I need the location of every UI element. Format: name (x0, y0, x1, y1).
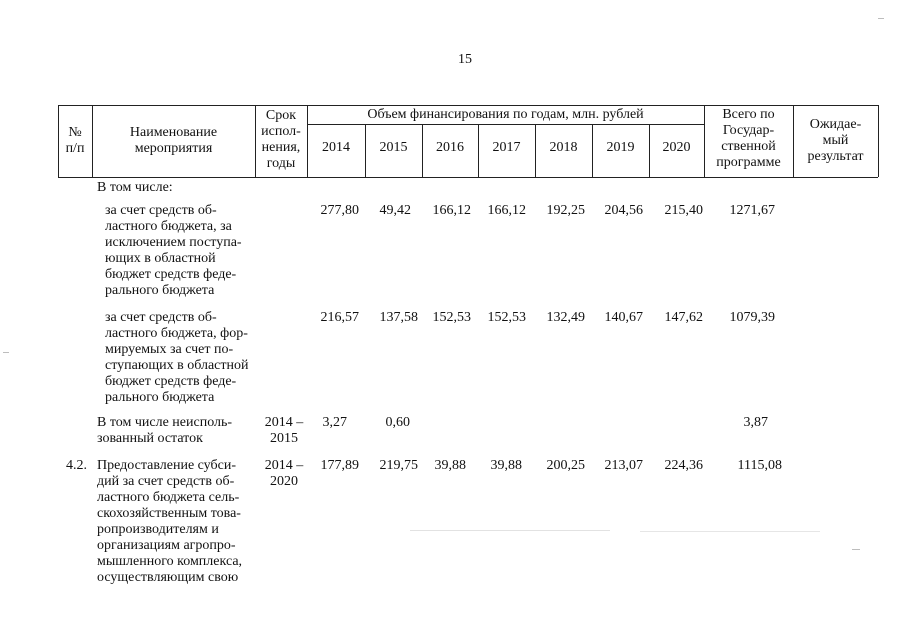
value-2015: 49,42 (379, 203, 411, 218)
value-2018: 132,49 (546, 310, 585, 325)
header-year-2015: 2015 (379, 140, 408, 155)
row-label (97, 415, 253, 447)
header-line: Наименование (129, 125, 218, 140)
value-2014: 277,80 (320, 203, 359, 218)
value-2020: 215,40 (664, 203, 703, 218)
row-label (97, 458, 255, 586)
header-line: мый (822, 133, 849, 148)
value-2017: 166,12 (487, 203, 526, 218)
header-line: Ожидае- (809, 117, 862, 132)
header-line: программе (716, 155, 781, 170)
header-line: № (68, 125, 82, 140)
scan-speck (410, 530, 610, 531)
header-name (92, 125, 255, 157)
header-year-2016: 2016 (436, 140, 464, 155)
header-line: ственной (721, 139, 776, 154)
term-line: 2020 (270, 474, 298, 489)
label-line: Предоставление субси- (97, 458, 236, 473)
row-label (105, 310, 253, 406)
row-label: В том числе: (97, 180, 173, 195)
term-line: 2014 – (264, 415, 304, 430)
header-funding-group: Объем финансирования по годам, млн. рублей (367, 107, 644, 122)
value-2020: 147,62 (664, 310, 703, 325)
value-total: 1115,08 (737, 458, 782, 473)
label-line: ропроизводителям и (97, 522, 219, 537)
value-2017: 39,88 (490, 458, 522, 473)
header-line: Всего по (722, 107, 775, 122)
value-total: 1079,39 (729, 310, 775, 325)
value-2016: 39,88 (434, 458, 466, 473)
value-2016: 166,12 (432, 203, 471, 218)
label-line: организациям агропро- (97, 538, 236, 553)
header-year-2019: 2019 (606, 140, 635, 155)
label-line: дий за счет средств об- (97, 474, 235, 489)
label-line: бюджет средств феде- (105, 374, 237, 389)
term-line: 2014 – (264, 458, 304, 473)
value-total: 1271,67 (729, 203, 775, 218)
value-2018: 192,25 (546, 203, 585, 218)
label-line: В том числе неисполь- (97, 415, 233, 430)
header-line: мероприятия (134, 141, 213, 156)
label-line: ластного бюджета, фор- (105, 326, 248, 341)
label-line: за счет средств об- (105, 310, 217, 325)
header-line: Государ- (722, 123, 775, 138)
label-line: скохозяйственным това- (97, 506, 241, 521)
value-2014: 216,57 (320, 310, 359, 325)
row-term (255, 415, 313, 447)
header-year-2017: 2017 (492, 140, 521, 155)
scan-speck (640, 531, 820, 532)
label-line: ступающих в областной (105, 358, 249, 373)
row-term (255, 458, 313, 490)
value-2020: 224,36 (664, 458, 703, 473)
label-line: за счет средств об- (105, 203, 217, 218)
label-line: исключением поступа- (105, 235, 242, 250)
scan-speck (3, 352, 9, 353)
header-line: результат (807, 149, 864, 164)
value-2018: 200,25 (546, 458, 585, 473)
value-total: 3,87 (743, 415, 768, 430)
header-line: годы (266, 156, 296, 171)
header-line: испол- (261, 124, 301, 139)
label-line: рального бюджета (105, 390, 215, 405)
value-2014: 3,27 (322, 415, 347, 430)
value-2015: 0,60 (385, 415, 410, 430)
label-line: рального бюджета (105, 283, 215, 298)
header-term (255, 108, 307, 172)
header-line: п/п (65, 141, 85, 156)
grid-line (878, 105, 879, 177)
label-line: осуществляющим свою (97, 570, 239, 585)
label-line: мышленного комплекса, (97, 554, 243, 569)
label-line: мируемых за счет по- (105, 342, 234, 357)
header-year-2020: 2020 (662, 140, 691, 155)
header-expected-result (793, 117, 878, 165)
value-2015: 219,75 (379, 458, 418, 473)
header-total (704, 107, 793, 171)
label-line: бюджет средств феде- (105, 267, 237, 282)
label-line: зованный остаток (97, 431, 203, 446)
row-label (105, 203, 253, 299)
label-line: ластного бюджета, за (105, 219, 232, 234)
value-2019: 213,07 (604, 458, 643, 473)
header-line: Срок (265, 108, 297, 123)
header-num (58, 125, 92, 157)
funding-group-divider (307, 124, 704, 125)
value-2017: 152,53 (487, 310, 526, 325)
header-bottom-border (58, 177, 878, 178)
scan-speck (878, 18, 884, 19)
term-line: 2015 (270, 431, 298, 446)
header-year-2018: 2018 (549, 140, 578, 155)
value-2014: 177,89 (320, 458, 359, 473)
header-top-border (58, 105, 878, 106)
value-2019: 204,56 (604, 203, 643, 218)
row-number: 4.2. (66, 458, 87, 473)
scan-speck (852, 549, 860, 550)
label-line: ластного бюджета сель- (97, 490, 240, 505)
label-line: ющих в областной (105, 251, 216, 266)
header-year-2014: 2014 (322, 140, 350, 155)
value-2019: 140,67 (604, 310, 643, 325)
value-2015: 137,58 (379, 310, 418, 325)
value-2016: 152,53 (432, 310, 471, 325)
header-line: нения, (261, 140, 301, 155)
page-number: 15 (458, 52, 472, 67)
